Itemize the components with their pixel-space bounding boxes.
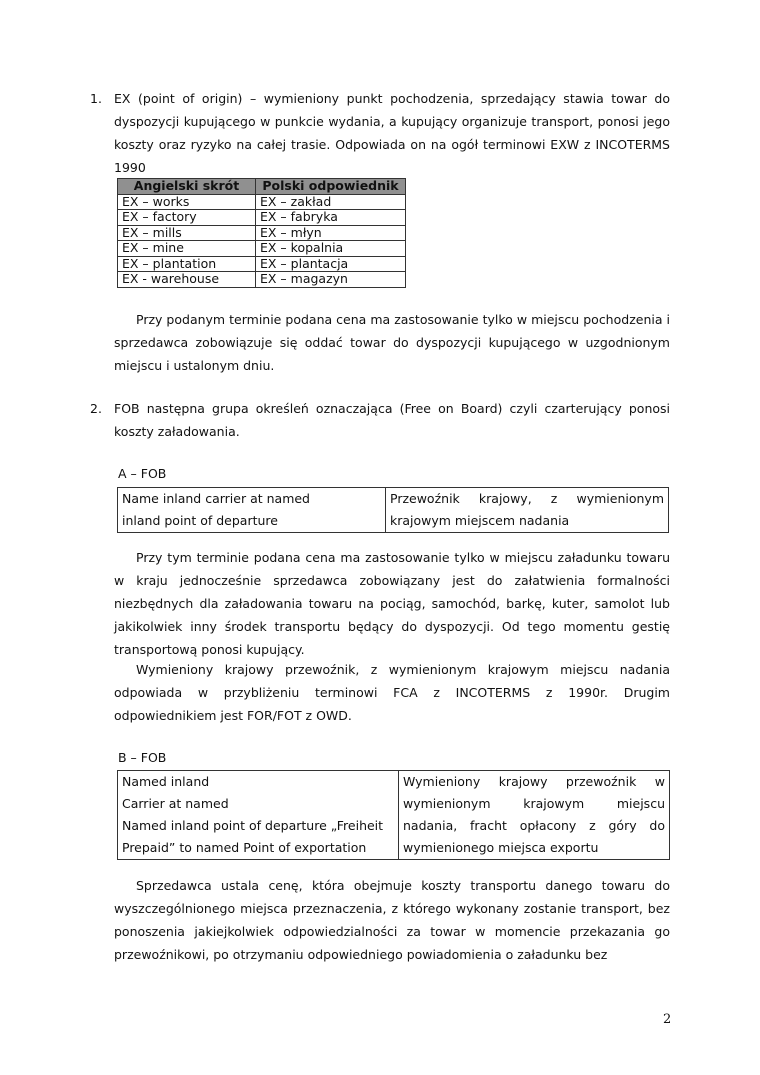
section-a-table [117, 487, 669, 533]
section-a-label: A – FOB [118, 466, 167, 481]
table-row [118, 241, 406, 257]
table-cell: EX – plantation [118, 256, 256, 272]
paragraph-a-fob-description: Przy tym terminie podana cena ma zastosowanie tylko w miejscu załadunku towaru w kraju jednocześnie sprzedawca zobowiązany jest do załatwienia formalności niezbędnych dla załadowania towaru na pociąg, samochód, barkę, kuter, samolot lub jakikolwiek inny środek transportu będący do dyspozycji. Od tego momentu gestię transportową ponosi kupujący. [114, 550, 670, 657]
cell-line: Name inland carrier at named [122, 491, 310, 506]
table-cell: EX – mills [118, 225, 256, 241]
table-cell: EX – works [118, 194, 256, 210]
table-cell-english [118, 771, 399, 860]
table-cell: EX – factory [118, 210, 256, 226]
section-b-table [117, 770, 670, 860]
table-row [118, 256, 406, 272]
cell-line: inland point of departure [122, 513, 278, 528]
paragraph-fca-equivalent: Wymieniony krajowy przewoźnik, z wymienionym krajowym miejscu nadania odpowiada w przybliżeniu terminowi FCA z INCOTERMS z 1990r. Drugim odpowiednikiem jest FOR/FOT z OWD. [114, 662, 670, 723]
column-header: Polski odpowiednik [256, 179, 406, 195]
cell-line: Prepaid” to named Point of exportation [122, 840, 367, 855]
table-row [118, 771, 670, 860]
paragraph-b-fob-description: Sprzedawca ustala cenę, która obejmuje koszty transportu danego towaru do wyszczególnionego miejsca przeznaczenia, z którego wykonany zostanie transport, bez ponoszenia jakiejkolwiek odpowiedzialności za towar w momencie przekazania go przewoźnikowi, po otrzymaniu odpowiedniego powiadomienia o załadunku bez [114, 878, 670, 962]
cell-line: Named inland point of departure „Freiheit [122, 818, 384, 833]
cell-line: nadania, fracht opłacony z góry do [403, 818, 665, 833]
table-cell: EX – magazyn [256, 272, 406, 288]
table-cell: EX – mine [118, 241, 256, 257]
cell-line: krajowym miejscem nadania [390, 513, 570, 528]
ex-terms-table [117, 178, 406, 288]
column-header: Angielski skrót [118, 179, 256, 195]
cell-line: Wymieniony krajowy przewoźnik w [403, 774, 665, 789]
list-item-1 [90, 87, 670, 179]
section-b-label: B – FOB [118, 750, 167, 765]
table-cell-english [118, 488, 386, 533]
table-row [118, 225, 406, 241]
cell-line: Przewoźnik krajowy, z wymienionym [390, 491, 664, 506]
table-header-row [118, 179, 406, 195]
cell-line: Carrier at named [122, 796, 229, 811]
list-number-1: 1. [90, 91, 102, 106]
cell-line: Named inland [122, 774, 210, 789]
list-number-2: 2. [90, 401, 102, 416]
table-row [118, 488, 669, 533]
list-item-2 [90, 397, 670, 443]
cell-line: wymienionym krajowym miejscu [403, 796, 665, 811]
table-cell: EX – młyn [256, 225, 406, 241]
table-cell-polish [386, 488, 669, 533]
page-number: 2 [663, 1012, 672, 1027]
list-item-2-text: FOB następna grupa określeń oznaczająca (Free on Board) czyli czarterujący ponosi koszty załadowania. [114, 401, 670, 439]
paragraph-ex-description: Przy podanym terminie podana cena ma zastosowanie tylko w miejscu pochodzenia i sprzedawca zobowiązuje się oddać towar do dyspozycji kupującego w uzgodnionym miejscu i ustalonym dniu. [114, 312, 670, 373]
table-cell-polish [399, 771, 670, 860]
table-row [118, 194, 406, 210]
table-row [118, 272, 406, 288]
table-cell: EX – kopalnia [256, 241, 406, 257]
table-cell: EX – fabryka [256, 210, 406, 226]
list-item-1-text: EX (point of origin) – wymieniony punkt pochodzenia, sprzedający stawia towar do dyspozycji kupującego w punkcie wydania, a kupujący organizuje transport, ponosi jego koszty oraz ryzyko na całej trasie. Odpowiada on na ogół terminowi EXW z INCOTERMS 1990 [114, 91, 670, 175]
table-row [118, 210, 406, 226]
cell-line: wymienionego miejsca exportu [403, 840, 599, 855]
table-cell: EX – zakład [256, 194, 406, 210]
table-cell: EX - warehouse [118, 272, 256, 288]
table-cell: EX – plantacja [256, 256, 406, 272]
